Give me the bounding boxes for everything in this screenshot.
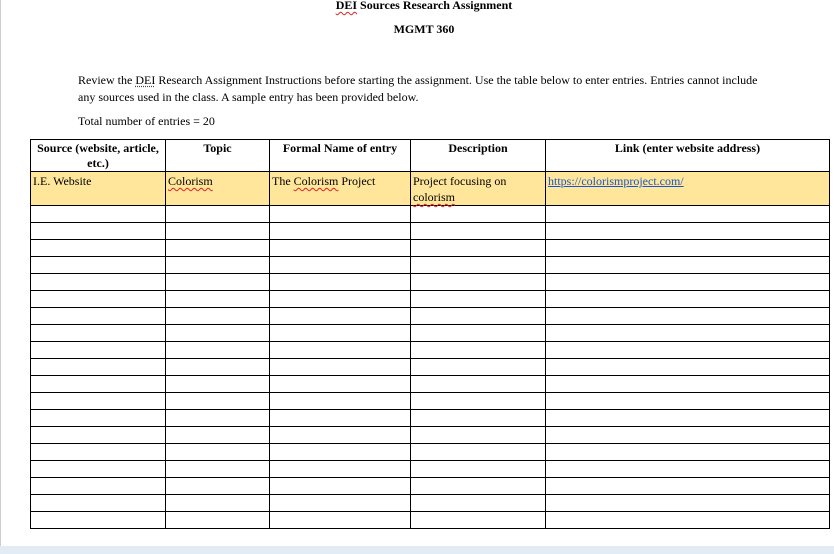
document-title (1, 0, 834, 13)
empty-source-cell[interactable] (31, 206, 166, 223)
instructions-part2: Research Assignment Instructions before starting the assignment. Use the table below to enter entries. Entries cannot include any sources used in the class. A sample entry has been provided below. (78, 73, 758, 104)
empty-description-cell[interactable] (411, 461, 546, 478)
empty-description-cell[interactable] (411, 308, 546, 325)
header-link: Link (enter website address) (546, 140, 830, 172)
empty-topic-cell[interactable] (166, 308, 270, 325)
empty-formal-name-cell[interactable] (270, 444, 411, 461)
empty-formal-name-cell[interactable] (270, 461, 411, 478)
empty-source-cell[interactable] (31, 257, 166, 274)
sample-topic-cell[interactable] (166, 172, 270, 206)
empty-topic-cell[interactable] (166, 427, 270, 444)
empty-link-cell[interactable] (546, 308, 830, 325)
empty-description-cell[interactable] (411, 291, 546, 308)
table-row (31, 393, 830, 410)
empty-topic-cell[interactable] (166, 410, 270, 427)
empty-formal-name-cell[interactable] (270, 427, 411, 444)
empty-topic-cell[interactable] (166, 512, 270, 529)
sample-topic-text: Colorism (168, 174, 213, 188)
empty-formal-name-cell[interactable] (270, 393, 411, 410)
empty-formal-name-cell[interactable] (270, 495, 411, 512)
empty-link-cell[interactable] (546, 206, 830, 223)
empty-formal-name-cell[interactable] (270, 240, 411, 257)
empty-description-cell[interactable] (411, 223, 546, 240)
empty-topic-cell[interactable] (166, 478, 270, 495)
table-row (31, 495, 830, 512)
header-topic: Topic (166, 140, 270, 172)
table-row (31, 223, 830, 240)
empty-source-cell[interactable] (31, 427, 166, 444)
empty-link-cell[interactable] (546, 410, 830, 427)
empty-source-cell[interactable] (31, 308, 166, 325)
empty-topic-cell[interactable] (166, 461, 270, 478)
empty-formal-name-cell[interactable] (270, 274, 411, 291)
empty-topic-cell[interactable] (166, 223, 270, 240)
empty-topic-cell[interactable] (166, 325, 270, 342)
table-row (31, 325, 830, 342)
empty-formal-name-cell[interactable] (270, 359, 411, 376)
table-row (31, 359, 830, 376)
empty-source-cell[interactable] (31, 274, 166, 291)
empty-source-cell[interactable] (31, 512, 166, 529)
empty-description-cell[interactable] (411, 359, 546, 376)
empty-topic-cell[interactable] (166, 206, 270, 223)
total-entries: Total number of entries = 20 (78, 114, 215, 128)
table-row (31, 444, 830, 461)
empty-source-cell[interactable] (31, 461, 166, 478)
sample-link[interactable]: https://colorismproject.com/ (548, 174, 684, 188)
table-row (31, 461, 830, 478)
empty-source-cell[interactable] (31, 291, 166, 308)
table-row (31, 274, 830, 291)
empty-source-cell[interactable] (31, 410, 166, 427)
empty-topic-cell[interactable] (166, 376, 270, 393)
sample-description-word: colorism (413, 190, 455, 204)
empty-source-cell[interactable] (31, 495, 166, 512)
instructions-dei-word: DEI (135, 73, 156, 87)
empty-description-cell[interactable] (411, 376, 546, 393)
empty-link-cell[interactable] (546, 495, 830, 512)
table-header-row (31, 140, 830, 172)
title-dei-word: DEI (335, 0, 358, 12)
empty-link-cell[interactable] (546, 461, 830, 478)
table-row (31, 342, 830, 359)
entries-table (30, 139, 830, 529)
empty-description-cell[interactable] (411, 444, 546, 461)
empty-formal-name-cell[interactable] (270, 410, 411, 427)
empty-description-cell[interactable] (411, 325, 546, 342)
empty-link-cell[interactable] (546, 393, 830, 410)
empty-link-cell[interactable] (546, 427, 830, 444)
table-row (31, 478, 830, 495)
empty-source-cell[interactable] (31, 223, 166, 240)
table-row (31, 410, 830, 427)
sample-name-prefix: The (272, 174, 294, 188)
table-row (31, 240, 830, 257)
table-row (31, 206, 830, 223)
empty-description-cell[interactable] (411, 274, 546, 291)
empty-link-cell[interactable] (546, 359, 830, 376)
empty-source-cell[interactable] (31, 376, 166, 393)
empty-description-cell[interactable] (411, 495, 546, 512)
empty-link-cell[interactable] (546, 512, 830, 529)
empty-description-cell[interactable] (411, 206, 546, 223)
empty-link-cell[interactable] (546, 257, 830, 274)
empty-source-cell[interactable] (31, 393, 166, 410)
empty-formal-name-cell[interactable] (270, 376, 411, 393)
empty-source-cell[interactable] (31, 478, 166, 495)
empty-formal-name-cell[interactable] (270, 308, 411, 325)
sample-entry-row (31, 172, 830, 206)
empty-description-cell[interactable] (411, 410, 546, 427)
empty-topic-cell[interactable] (166, 359, 270, 376)
empty-description-cell[interactable] (411, 478, 546, 495)
header-description: Description (411, 140, 546, 172)
empty-formal-name-cell[interactable] (270, 291, 411, 308)
empty-link-cell[interactable] (546, 342, 830, 359)
empty-topic-cell[interactable] (166, 240, 270, 257)
empty-source-cell[interactable] (31, 325, 166, 342)
empty-source-cell[interactable] (31, 444, 166, 461)
sample-name-word: Colorism (293, 174, 339, 188)
empty-description-cell[interactable] (411, 512, 546, 529)
empty-formal-name-cell[interactable] (270, 512, 411, 529)
instructions-paragraph (78, 72, 768, 106)
empty-formal-name-cell[interactable] (270, 206, 411, 223)
empty-topic-cell[interactable] (166, 393, 270, 410)
empty-description-cell[interactable] (411, 257, 546, 274)
empty-link-cell[interactable] (546, 325, 830, 342)
empty-link-cell[interactable] (546, 444, 830, 461)
sample-source-cell[interactable]: I.E. Website (31, 172, 166, 206)
empty-formal-name-cell[interactable] (270, 223, 411, 240)
empty-formal-name-cell[interactable] (270, 257, 411, 274)
table-row (31, 257, 830, 274)
empty-link-cell[interactable] (546, 478, 830, 495)
empty-description-cell[interactable] (411, 342, 546, 359)
table-row (31, 376, 830, 393)
empty-source-cell[interactable] (31, 240, 166, 257)
header-source: Source (website, article, etc.) (31, 140, 166, 172)
empty-topic-cell[interactable] (166, 291, 270, 308)
empty-formal-name-cell[interactable] (270, 478, 411, 495)
instructions-part1: Review the (78, 73, 136, 87)
empty-topic-cell[interactable] (166, 495, 270, 512)
sample-description-prefix: Project focusing on (413, 174, 507, 188)
sample-name-suffix: Project (338, 174, 376, 188)
sample-link-cell[interactable] (546, 172, 830, 206)
empty-description-cell[interactable] (411, 240, 546, 257)
empty-link-cell[interactable] (546, 291, 830, 308)
empty-topic-cell[interactable] (166, 342, 270, 359)
empty-formal-name-cell[interactable] (270, 342, 411, 359)
sample-description-cell[interactable] (411, 172, 546, 206)
table-row (31, 512, 830, 529)
empty-link-cell[interactable] (546, 240, 830, 257)
header-formal-name: Formal Name of entry (270, 140, 411, 172)
table-row (31, 291, 830, 308)
empty-topic-cell[interactable] (166, 257, 270, 274)
sample-name-cell[interactable] (270, 172, 411, 206)
empty-source-cell[interactable] (31, 359, 166, 376)
empty-formal-name-cell[interactable] (270, 325, 411, 342)
empty-link-cell[interactable] (546, 376, 830, 393)
table-row (31, 308, 830, 325)
empty-topic-cell[interactable] (166, 274, 270, 291)
course-code: MGMT 360 (393, 22, 455, 36)
title-rest: Sources Research Assignment (357, 0, 513, 12)
table-row (31, 427, 830, 444)
window-bottom-strip (0, 546, 834, 554)
empty-link-cell[interactable] (546, 223, 830, 240)
empty-link-cell[interactable] (546, 274, 830, 291)
empty-topic-cell[interactable] (166, 444, 270, 461)
empty-description-cell[interactable] (411, 393, 546, 410)
empty-source-cell[interactable] (31, 342, 166, 359)
empty-description-cell[interactable] (411, 427, 546, 444)
